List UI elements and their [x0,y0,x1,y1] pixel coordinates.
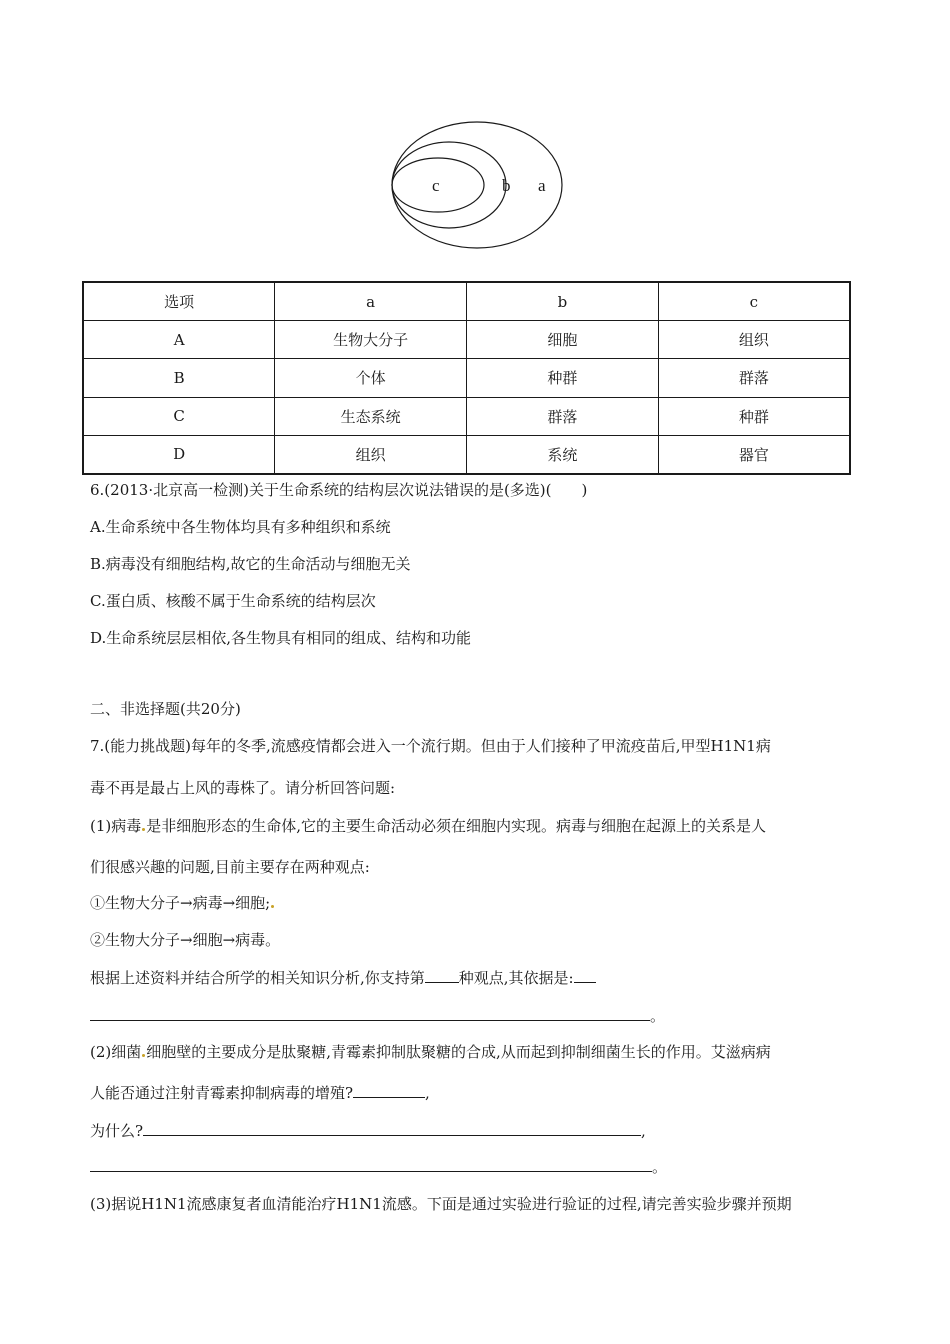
table-cell: D [83,435,275,474]
q7-part1-line1 [90,816,766,836]
table-cell: 种群 [658,397,850,435]
q7-part2-line1 [90,1042,771,1062]
why-text: 为什么? [90,1122,144,1140]
table-cell: 个体 [275,359,467,397]
answer-blank-why[interactable] [143,1121,641,1136]
options-table [82,281,851,475]
nested-ellipse-diagram [390,115,565,250]
table-row [83,435,850,474]
table-cell: 群落 [467,397,659,435]
answer-blank-basis[interactable] [90,1006,650,1021]
table-cell: 群落 [658,359,850,397]
comma-mark: , [641,1122,646,1140]
q7-part2-question: 人能否通过注射青霉素抑制病毒的增殖? [90,1084,354,1102]
table-cell: 种群 [467,359,659,397]
q7-basis-line [90,1006,665,1026]
comma-mark: , [425,1084,430,1102]
label-b: b [502,176,511,195]
table-header-cell: b [467,282,659,321]
mark-dot [271,905,274,908]
table-header-cell: a [275,282,467,321]
q7-part1-text: 是非细胞形态的生命体,它的主要生命活动必须在细胞内实现。病毒与细胞在起源上的关系是人 [146,817,767,835]
table-header-row [83,282,850,321]
q6-option-b: B.病毒没有细胞结构,故它的生命活动与细胞无关 [90,555,411,573]
q7-part2-line2 [90,1083,430,1103]
table-cell: 生物大分子 [275,321,467,359]
table-cell: 器官 [658,435,850,474]
q7-part2-text: 细胞壁的主要成分是肽聚糖,青霉素抑制肽聚糖的合成,从而起到抑制细菌生长的作用。艾滋病病 [146,1043,771,1061]
table-row [83,397,850,435]
table-cell: 生态系统 [275,397,467,435]
q6-option-c: C.蛋白质、核酸不属于生命系统的结构层次 [90,592,376,610]
mark-dot [142,828,145,831]
q7-why-line [90,1121,646,1141]
table-cell: 细胞 [467,321,659,359]
answer-blank-can[interactable] [353,1083,425,1098]
table-row [83,321,850,359]
answer-blank-basis-start[interactable] [574,968,596,983]
table-cell: C [83,397,275,435]
q7-view1 [90,893,275,913]
q7-part2-prefix: (2)细菌 [90,1043,142,1061]
q6-option-a: A.生命系统中各生物体均具有多种组织和系统 [90,518,391,536]
q7-part3-line1: (3)据说H1N1流感康复者血清能治疗H1N1流感。下面是通过实验进行验证的过程,请完善实验步骤并预期 [90,1195,792,1213]
table-cell: 组织 [658,321,850,359]
end-mark: 。 [652,1158,668,1176]
table-cell: A [83,321,275,359]
label-c: c [432,176,440,195]
answer-blank-why-cont[interactable] [90,1157,652,1172]
end-mark: 。 [650,1007,666,1025]
table-row [83,359,850,397]
q7-why-cont-line [90,1157,667,1177]
ellipse-a [392,122,562,248]
q6-option-d: D.生命系统层层相依,各生物具有相同的组成、结构和功能 [90,629,472,647]
label-a: a [538,176,546,195]
q7-view2: ②生物大分子→细胞→病毒。 [90,931,281,949]
ask-text-b: 种观点,其依据是: [458,969,574,987]
section-title: 二、非选择题(共20分) [90,700,241,718]
view1-text: ①生物大分子→病毒→细胞; [90,894,271,912]
ellipse-b [392,142,506,228]
mark-dot [142,1054,145,1057]
q7-part1-line2: 们很感兴趣的问题,目前主要存在两种观点: [90,858,370,876]
q7-line2: 毒不再是最占上风的毒株了。请分析回答问题: [90,779,396,797]
table-header-cell: c [658,282,850,321]
q7-part1-prefix: (1)病毒 [90,817,142,835]
table-header-cell: 选项 [83,282,275,321]
q7-ask-line [90,968,596,988]
table-cell: B [83,359,275,397]
answer-blank-view[interactable] [425,968,459,983]
table-cell: 系统 [467,435,659,474]
q7-line1: 7.(能力挑战题)每年的冬季,流感疫情都会进入一个流行期。但由于人们接种了甲流疫苗后,甲型H1N1病 [90,737,771,755]
ask-text-a: 根据上述资料并结合所学的相关知识分析,你支持第 [90,969,425,987]
q6-stem: 6.(2013·北京高一检测)关于生命系统的结构层次说法错误的是(多选)( ) [90,481,588,499]
table-cell: 组织 [275,435,467,474]
